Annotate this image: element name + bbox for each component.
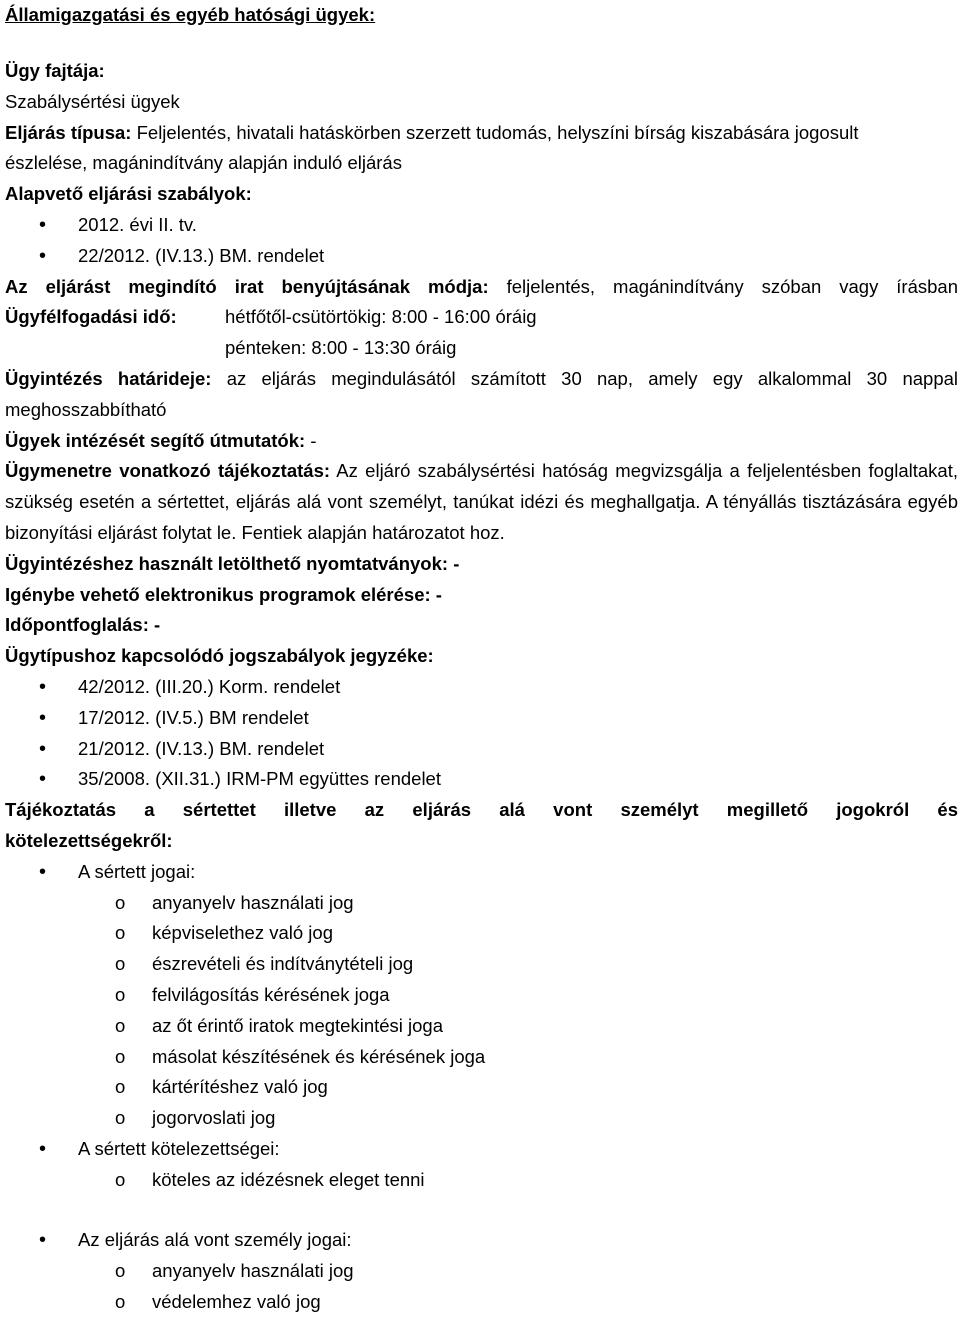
list-item: o észrevételi és indítványtételi jog	[5, 949, 958, 980]
list-item: o anyanyelv használati jog	[5, 1256, 958, 1287]
megindito-row	[5, 272, 958, 303]
ugy-fajtaja-label: Ügy fajtája:	[5, 60, 105, 81]
elektronikus-label: Igénybe vehető elektronikus programok elérése:	[5, 583, 431, 605]
idopont-label: Időpontfoglalás:	[5, 614, 149, 636]
hatarido-line2: meghosszabbítható	[5, 398, 167, 420]
sertett-kotelezettsegei-list	[5, 1165, 958, 1196]
list-item: o felvilágosítás kérésének joga	[5, 980, 958, 1011]
ugymenet-label: Ügymenetre vonatkozó tájékoztatás:	[5, 460, 331, 482]
sertett-jogai-label: • A sértett jogai:	[5, 857, 958, 888]
sertett-jogai-section	[5, 857, 958, 888]
utmutato-row	[5, 426, 958, 457]
eljaras-tipusa-line1: Feljelentés, hivatali hatáskörben szerzett tudomás, helyszíni bírság kiszabására jogosult	[136, 121, 859, 143]
alapveto-list	[5, 210, 958, 272]
utmutato-value: -	[310, 429, 317, 451]
eljaras-ala-vont-section	[5, 1225, 958, 1256]
sertett-kotelezettsegei-section	[5, 1134, 958, 1165]
list-item: o köteles az idézésnek eleget tenni	[5, 1165, 958, 1196]
list-item: o anyanyelv használati jog	[5, 888, 958, 919]
alapveto-label: Alapvető eljárási szabályok:	[5, 183, 252, 205]
hatarido-row	[5, 364, 958, 395]
document-body	[5, 56, 958, 1318]
ugyfelfogadas-label: Ügyfélfogadási idő:	[5, 306, 177, 328]
eljaras-tipusa	[5, 118, 958, 149]
jogszabaly-list	[5, 672, 958, 795]
list-item: o jogorvoslati jog	[5, 1103, 958, 1134]
eljaras-ala-vont-label: • Az eljárás alá vont személy jogai:	[5, 1225, 958, 1256]
tajekoztatas-line2: kötelezettségekről:	[5, 829, 173, 851]
ugy-fajtaja-value: Szabálysértési ügyek	[5, 90, 180, 112]
nyomtatvany-value: -	[453, 552, 460, 574]
list-item: • 2012. évi II. tv.	[5, 210, 958, 241]
elektronikus-row	[5, 580, 958, 611]
list-item: o másolat készítésének és kérésének joga	[5, 1042, 958, 1073]
idopont-row	[5, 610, 958, 641]
list-item: • 22/2012. (IV.13.) BM. rendelet	[5, 241, 958, 272]
nyomtatvany-label: Ügyintézéshez használt letölthető nyomtatványok:	[5, 552, 449, 574]
eljaras-tipusa-line2: észlelése, magánindítvány alapján induló eljárás	[5, 152, 402, 174]
nyomtatvany-row	[5, 549, 958, 580]
list-item: o képviselethez való jog	[5, 918, 958, 949]
ugyfelfogadas-row	[5, 302, 958, 333]
list-item: • 35/2008. (XII.31.) IRM-PM együttes rendelet	[5, 764, 958, 795]
megindito-label: Az eljárást megindító irat benyújtásának módja:	[5, 275, 489, 297]
sertett-jogai-list	[5, 888, 958, 1134]
list-item: o az őt érintő iratok megtekintési joga	[5, 1011, 958, 1042]
idopont-value: -	[154, 614, 161, 636]
ugymenet-paragraph	[5, 456, 958, 548]
ugymenet-text: Az eljáró szabálysértési hatóság megvizsgálja a feljelentésben foglaltakat, szükség esetén a sértettet, eljárás alá vont személyt, tanúkat idézi és meghallgatja. A tényállás tisztázására egyéb bizonyítási eljárást folytat le. Fentiek alapján határozatot hoz.	[5, 460, 958, 543]
megindito-value: feljelentés, magánindítvány szóban vagy írásban	[506, 275, 959, 297]
elektronikus-value: -	[435, 583, 442, 605]
jogszabaly-label: Ügytípushoz kapcsolódó jogszabályok jegyzéke:	[5, 645, 434, 667]
utmutato-label: Ügyek intézését segítő útmutatók:	[5, 429, 306, 451]
tajekoztatas-line1: Tájékoztatás a sértettet illetve az eljárás alá vont személyt megillető jogokról és	[5, 799, 958, 821]
hatarido-label: Ügyintézés határideje:	[5, 367, 212, 389]
spacer	[5, 1195, 958, 1225]
list-item: • 42/2012. (III.20.) Korm. rendelet	[5, 672, 958, 703]
eljaras-tipusa-label: Eljárás típusa:	[5, 121, 132, 143]
ugyfelfogadas-line2: pénteken: 8:00 - 13:30 óráig	[225, 337, 457, 359]
hatarido-line1: az eljárás megindulásától számított 30 nap, amely egy alkalommal 30 nappal	[226, 367, 959, 389]
list-item: • 17/2012. (IV.5.) BM rendelet	[5, 703, 958, 734]
page-title: Államigazgatási és egyéb hatósági ügyek:	[5, 4, 376, 25]
ugyfelfogadas-line1: hétfőtől-csütörtökig: 8:00 - 16:00 óráig	[225, 306, 537, 328]
eljaras-ala-vont-list	[5, 1256, 958, 1318]
list-item: o védelemhez való jog	[5, 1287, 958, 1318]
list-item: • 21/2012. (IV.13.) BM. rendelet	[5, 734, 958, 765]
list-item: o kártérítéshez való jog	[5, 1072, 958, 1103]
sertett-kotelezettsegei-label: • A sértett kötelezettségei:	[5, 1134, 958, 1165]
